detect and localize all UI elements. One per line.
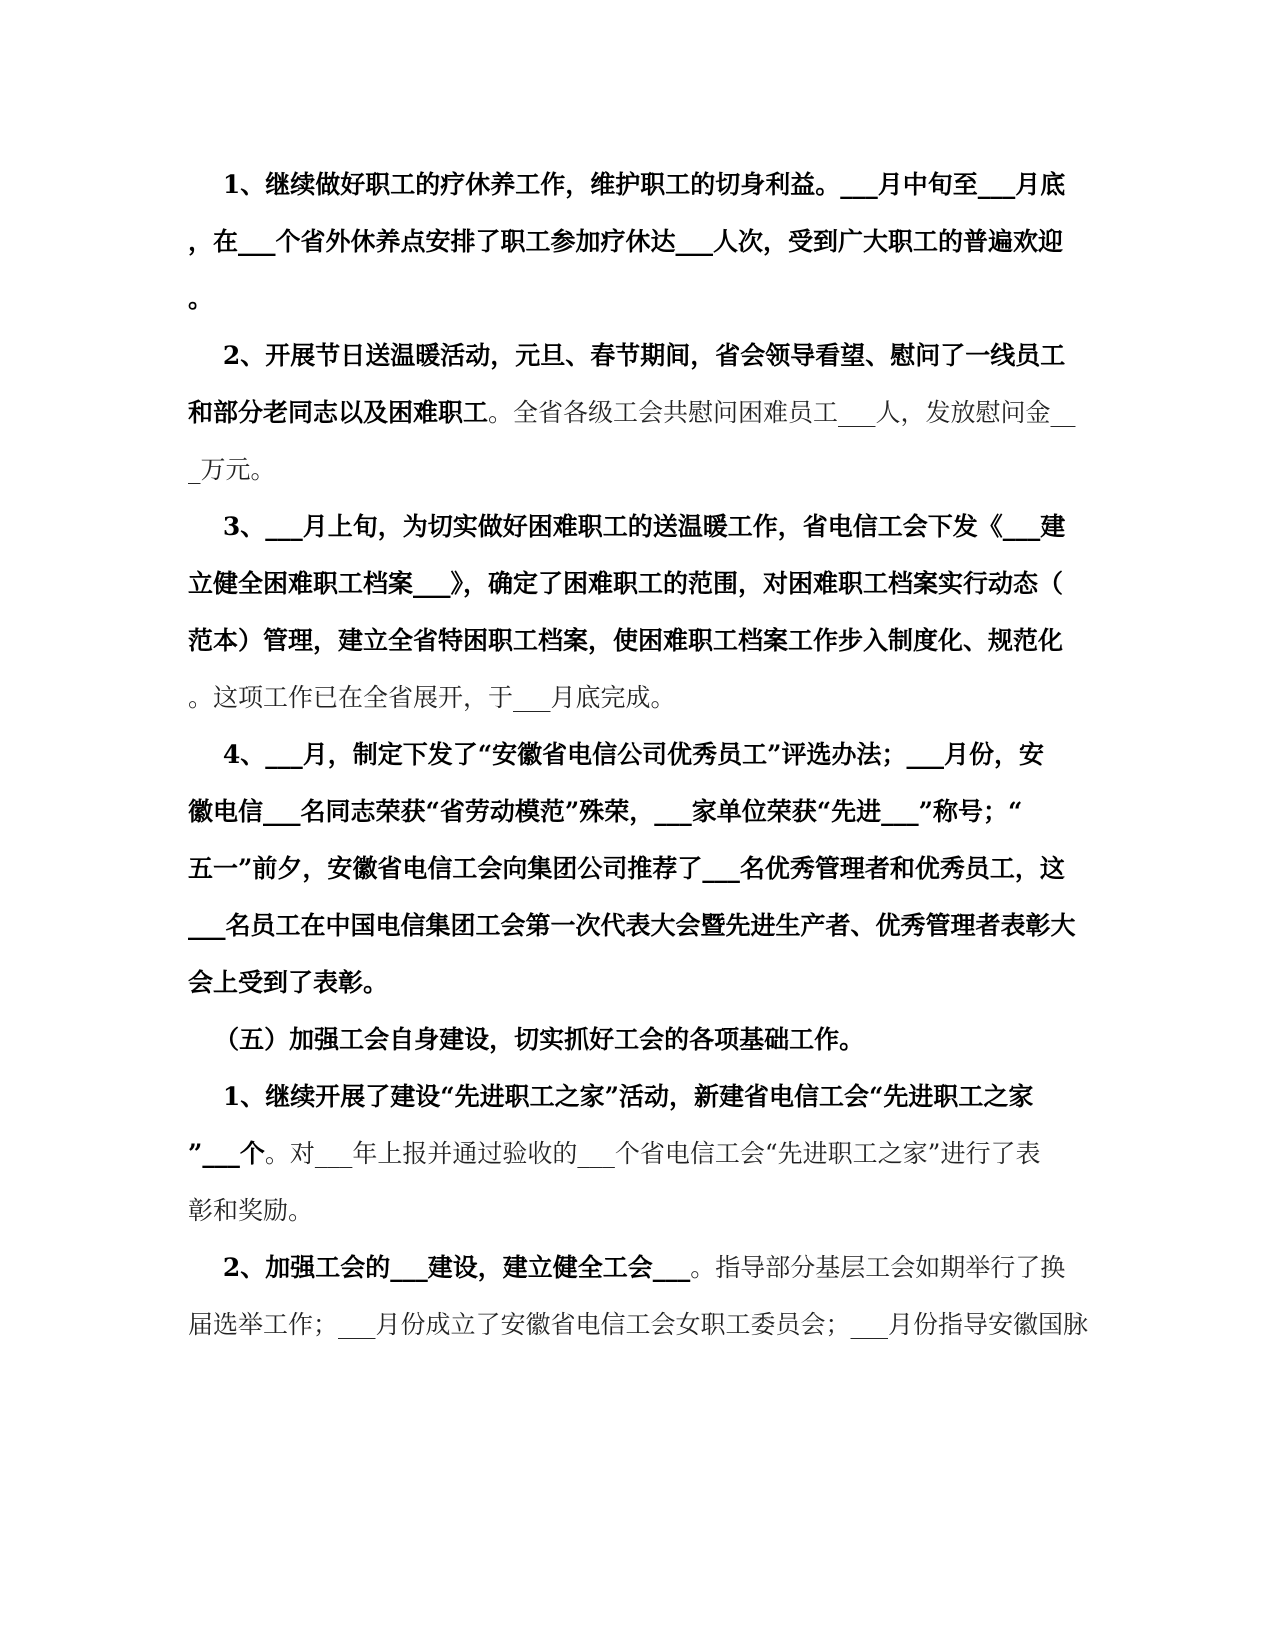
paragraph-line: 徽电信___名同志荣获“省劳动模范”殊荣，___家单位荣获“先进___”称号；“ xyxy=(188,797,1023,826)
paragraph-line: 五一”前夕，安徽省电信工会向集团公司推荐了___名优秀管理者和优秀员工，这 xyxy=(188,854,1065,883)
paragraph-line: _万元。 xyxy=(188,455,276,484)
paragraph-line: 2、加强工会的___建设，建立健全工会___。指导部分基层工会如期举行了换 xyxy=(188,1253,1066,1282)
paragraph-line: 和部分老同志以及困难职工。全省各级工会共慰问困难员工___人，发放慰问金__ xyxy=(188,398,1076,427)
paragraph-line: ”___个。对___年上报并通过验收的___个省电信工会“先进职工之家”进行了表 xyxy=(188,1139,1041,1168)
paragraph-line: 2、开展节日送温暖活动，元旦、春节期间，省会领导看望、慰问了一线员工 xyxy=(188,341,1066,370)
paragraph-line: ，在___个省外休养点安排了职工参加疗休达___人次，受到广大职工的普遍欢迎 xyxy=(188,227,1064,256)
paragraph-line: 范本）管理，建立全省特困职工档案，使困难职工档案工作步入制度化、规范化 xyxy=(188,626,1064,655)
paragraph-line: 1、继续开展了建设“先进职工之家”活动，新建省电信工会“先进职工之家 xyxy=(188,1082,1034,1111)
paragraph-line: 会上受到了表彰。 xyxy=(188,968,389,997)
paragraph-line: 1、继续做好职工的疗休养工作，维护职工的切身利益。___月中旬至___月底 xyxy=(188,170,1066,199)
paragraph-line: ___名员工在中国电信集团工会第一次代表大会暨先进生产者、优秀管理者表彰大 xyxy=(188,911,1076,940)
paragraph-line: 。这项工作已在全省展开，于___月底完成。 xyxy=(188,683,676,712)
paragraph-line: 届选举工作；___月份成立了安徽省电信工会女职工委员会；___月份指导安徽国脉 xyxy=(188,1310,1089,1339)
paragraph-line: 。 xyxy=(188,284,214,313)
paragraph-line: 彰和奖励。 xyxy=(188,1196,314,1225)
paragraph-line: 4、___月，制定下发了“安徽省电信公司优秀员工”评选办法；___月份，安 xyxy=(188,740,1044,769)
paragraph-line: 立健全困难职工档案___》，确定了困难职工的范围，对困难职工档案实行动态（ xyxy=(188,569,1064,598)
paragraph-line: 3、___月上旬，为切实做好困难职工的送温暖工作，省电信工会下发《___建 xyxy=(188,512,1066,541)
section-heading: （五）加强工会自身建设，切实抓好工会的各项基础工作。 xyxy=(188,1025,865,1054)
